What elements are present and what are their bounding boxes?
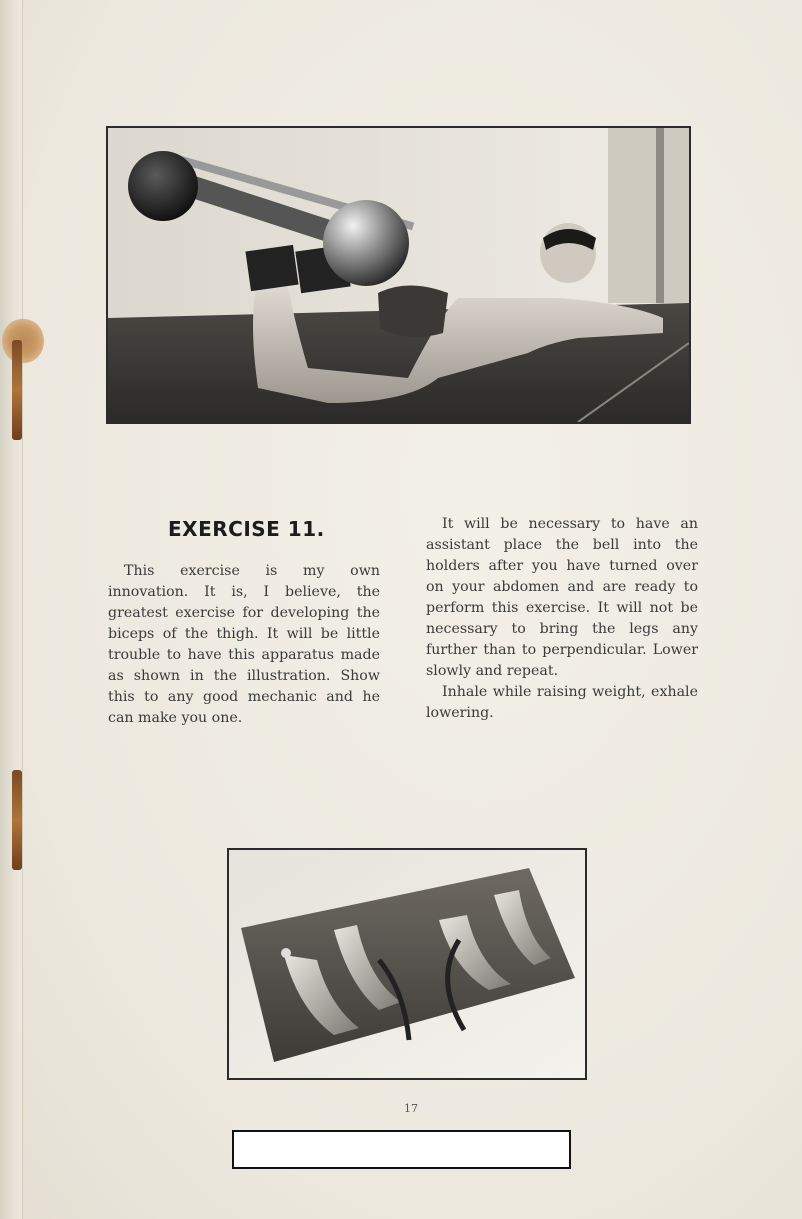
binding-edge bbox=[0, 0, 23, 1219]
text-column-left bbox=[108, 561, 380, 729]
blank-label-box bbox=[232, 1130, 571, 1169]
exercise-photo-illustration bbox=[108, 128, 689, 422]
exercise-photo bbox=[106, 126, 691, 424]
staple-bottom bbox=[12, 770, 22, 870]
text-column-right bbox=[426, 514, 698, 724]
paragraph-instructions: It will be necessary to have an assistant place the bell into the holders after you have turned over on your abdomen and are ready to perform this exercise. It will not be necessary to bring the legs any further than to perpendicular. Lower slowly and repeat. bbox=[426, 516, 698, 679]
staple-top bbox=[12, 340, 22, 440]
page-number: 17 bbox=[404, 1102, 418, 1115]
apparatus-photo bbox=[227, 848, 587, 1080]
paragraph-intro: This exercise is my own innovation. It is, I believe, the greatest exercise for developing the biceps of the thigh. It will be little trouble to have this apparatus made as shown in the illustration. Show this to any good mechanic and he can make you one. bbox=[108, 563, 380, 726]
rust-stain bbox=[2, 318, 44, 364]
paragraph-breathing: Inhale while raising weight, exhale lowering. bbox=[426, 684, 698, 721]
exercise-heading: EXERCISE 11. bbox=[168, 517, 325, 541]
apparatus-photo-illustration bbox=[229, 850, 585, 1078]
